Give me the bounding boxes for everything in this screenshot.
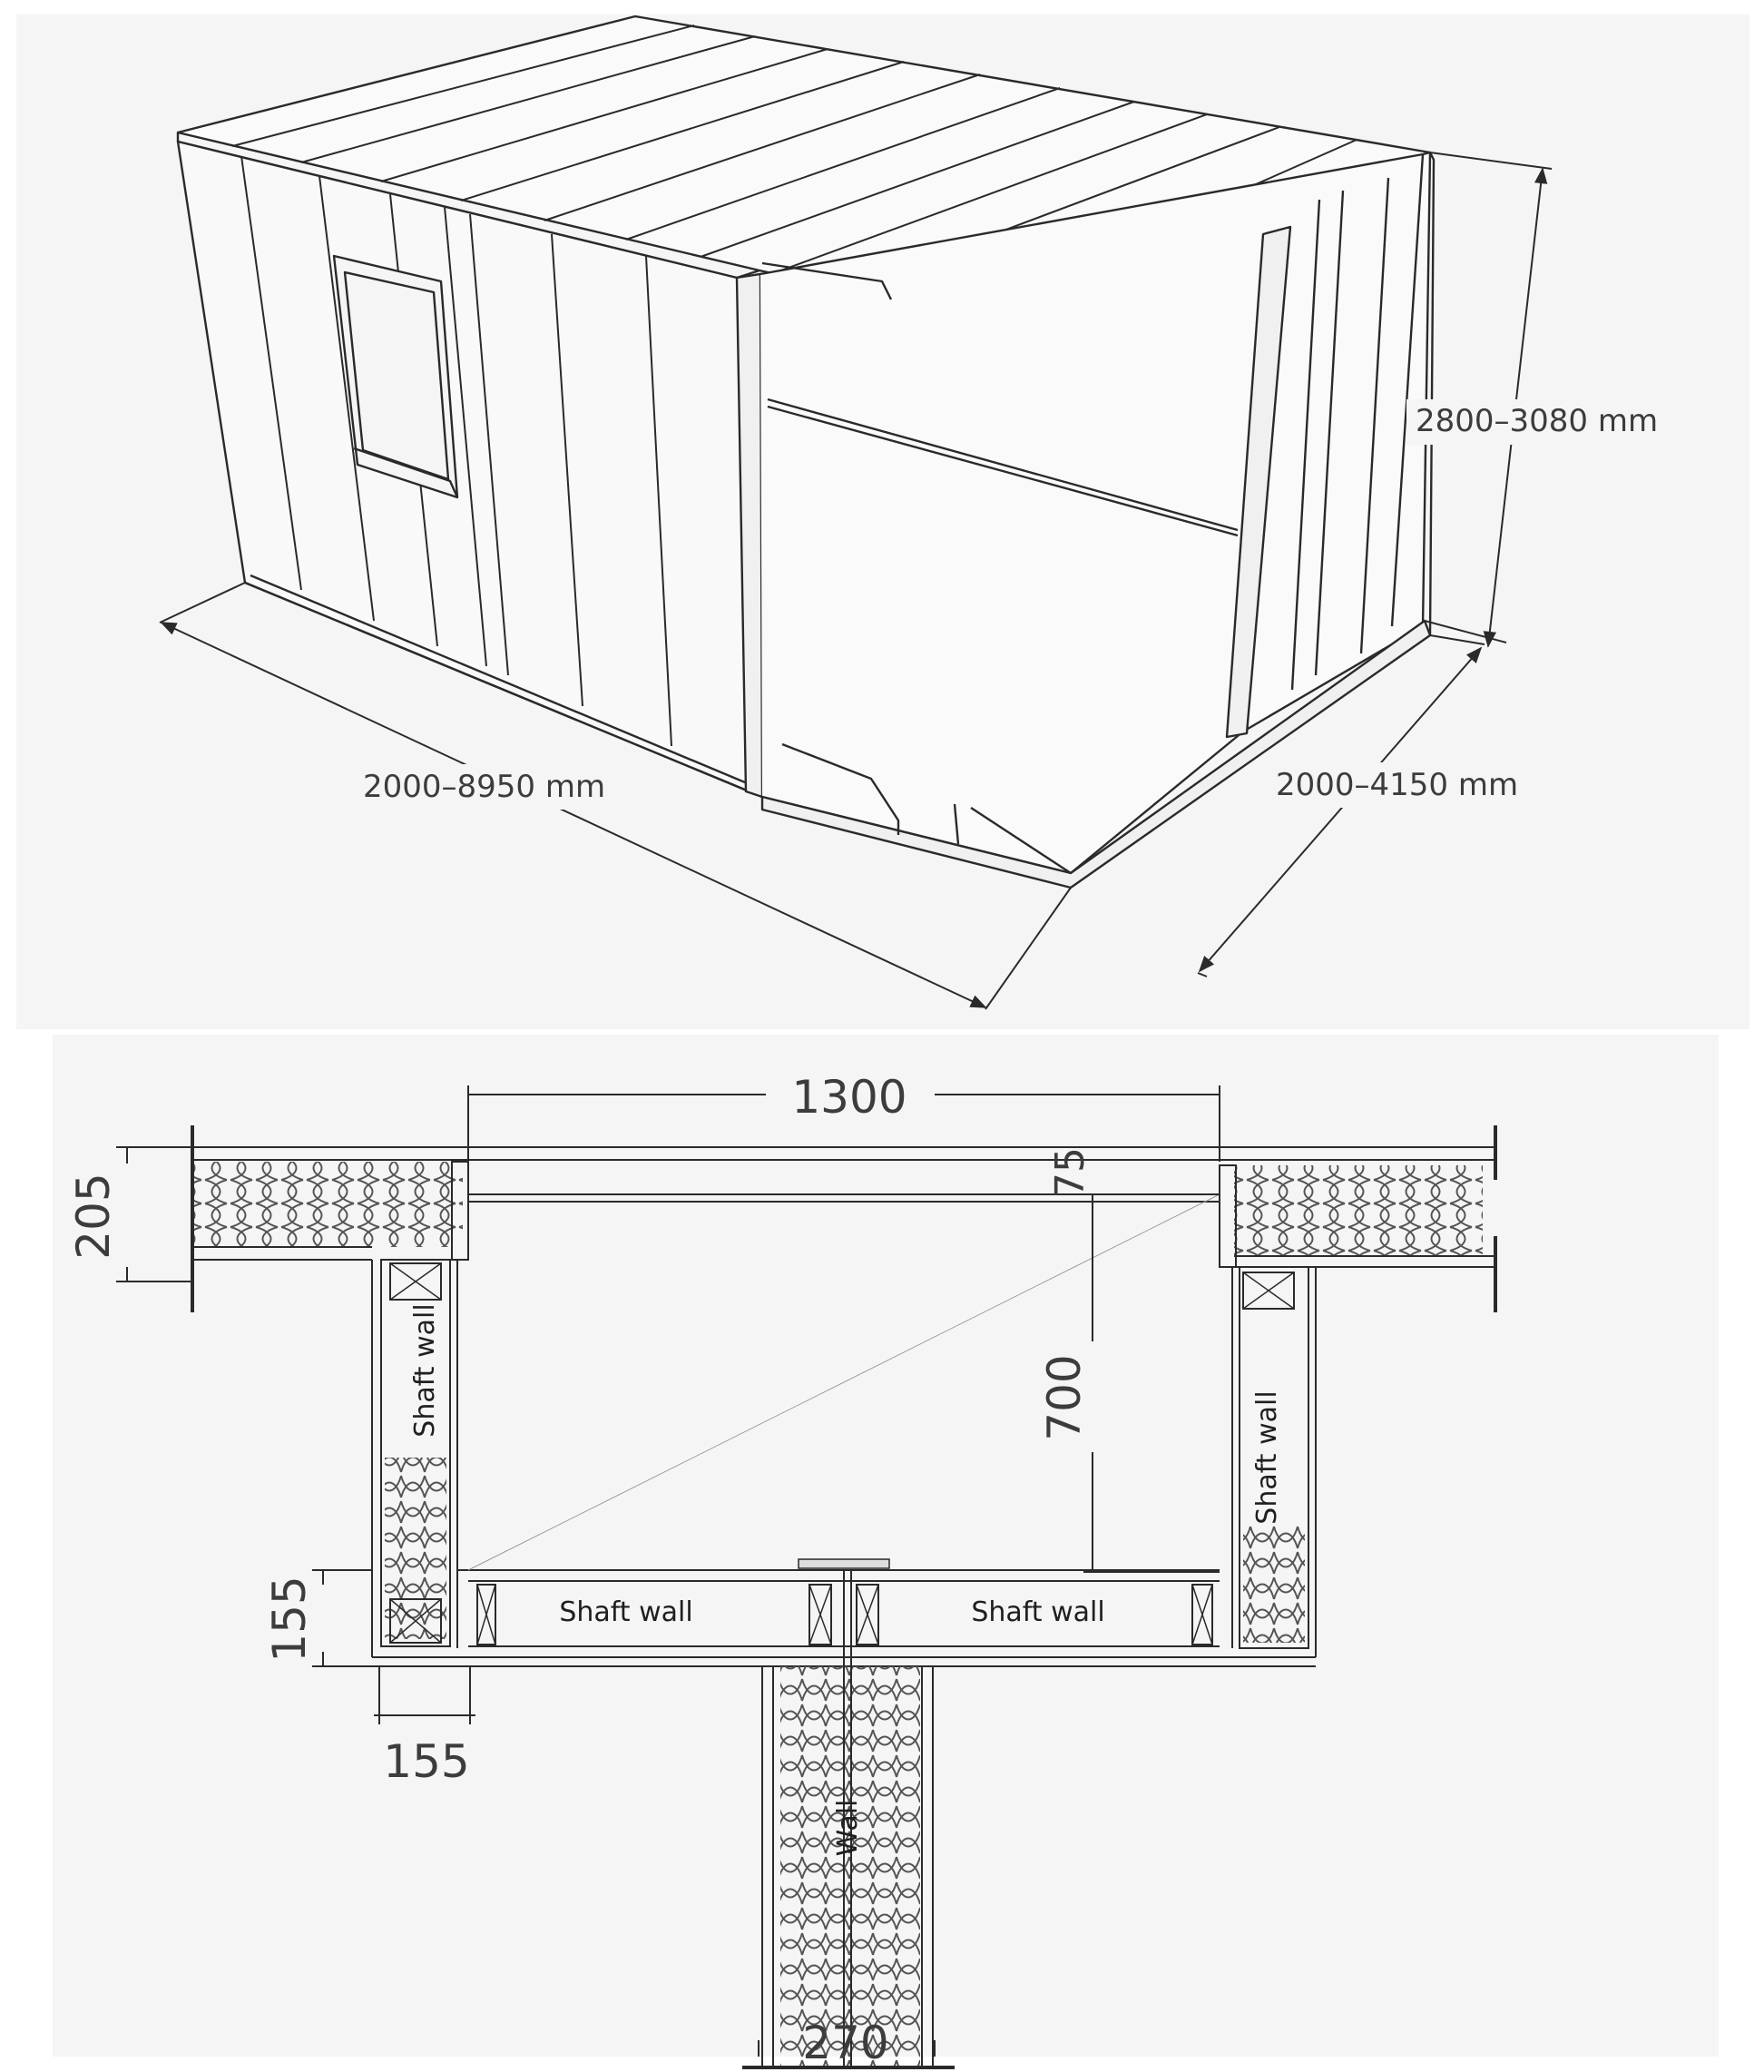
- dim-length-label: 2000–8950 mm: [363, 769, 606, 805]
- label-shaft-left: Shaft wall: [409, 1303, 441, 1438]
- dim-depth-label: 2000–4150 mm: [1276, 767, 1519, 803]
- label-shaft-bottom-left: Shaft wall: [559, 1596, 693, 1628]
- dim-inner-label: 700: [1038, 1354, 1091, 1441]
- dim-wall-label: 270: [802, 2017, 889, 2069]
- plan-section: [192, 1125, 1495, 2067]
- dim-outer-wall-label: 205: [67, 1173, 120, 1260]
- dim-shaft-horizontal-label: 155: [383, 1735, 470, 1788]
- dim-shaft-vertical-label: 155: [263, 1576, 316, 1663]
- label-shaft-right: Shaft wall: [1251, 1390, 1283, 1525]
- dim-height-label: 2800–3080 mm: [1416, 403, 1659, 439]
- dim-opening-label: 1300: [791, 1071, 907, 1124]
- label-shaft-bottom-right: Shaft wall: [971, 1596, 1105, 1628]
- label-wall: Wall: [832, 1799, 864, 1857]
- dim-top-frame-label: 75: [1047, 1147, 1093, 1198]
- module-isometric: [178, 16, 1434, 888]
